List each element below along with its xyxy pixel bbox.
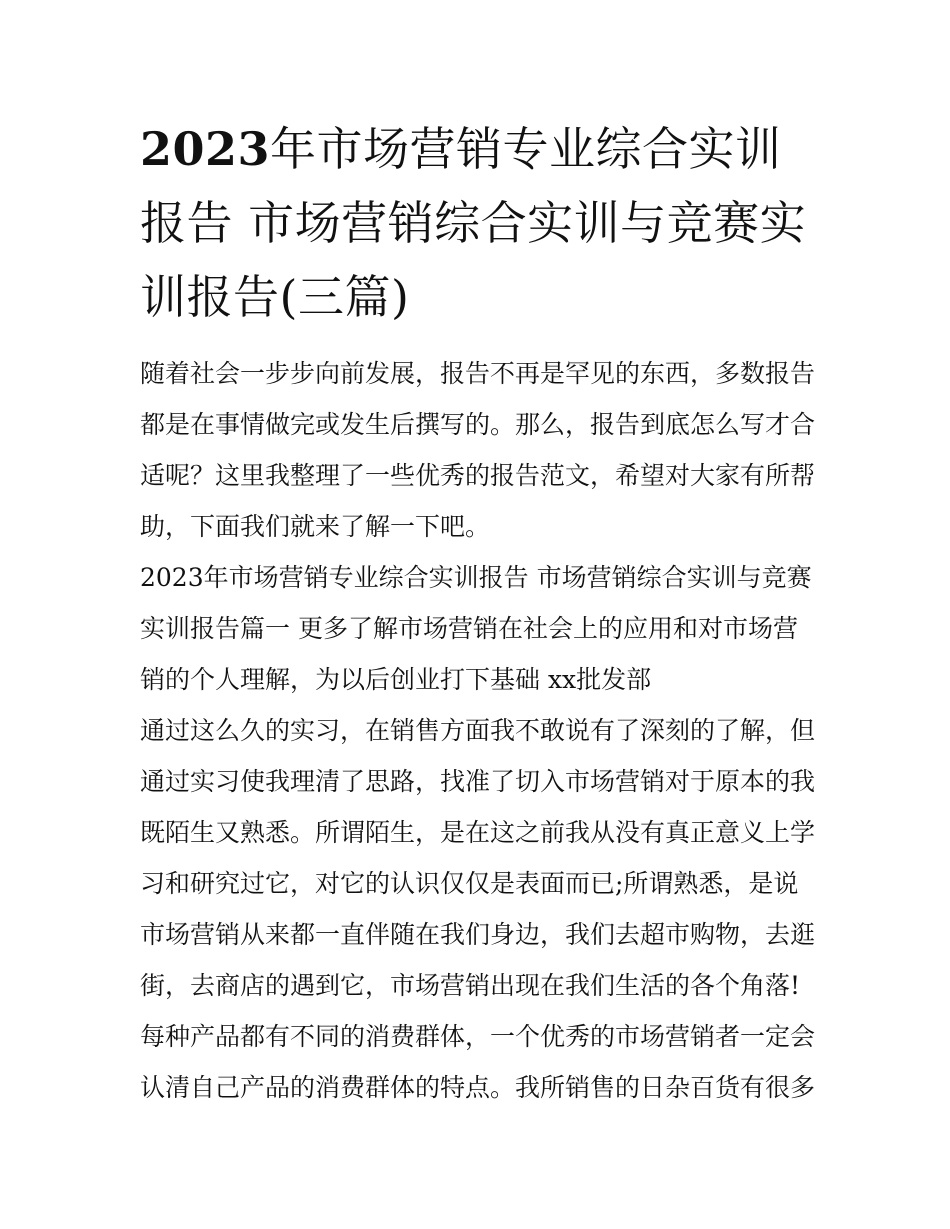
- section-heading-paragraph: 2023年市场营销专业综合实训报告 市场营销综合实训与竞赛实训报告篇一 更多了解市场营销在社会上的应用和对市场营销的个人理解，为以后创业打下基础 xx批发部: [140, 563, 812, 694]
- body-paragraph: 通过这么久的实习，在销售方面我不敢说有了深刻的了解，但通过实习使我理清了思路，找准了切入市场营销对于原本的我既陌生又熟悉。所谓陌生，是在这之前我从没有真正意义上学习和研究过它，对它的认识仅仅是表面而已;所谓熟悉，是说市场营销从来都一直伴随在我们身边，我们去超市购物，去逛街，去商店的遇到它，市场营销出现在我们生活的各个角落!每种产品都有不同的消费群体，一个优秀的市场营销者一定会认清自己产品的消费群体的特点。我所销售的日杂百货有很多: [140, 716, 816, 1102]
- intro-paragraph: 随着社会一步步向前发展，报告不再是罕见的东西，多数报告都是在事情做完或发生后撰写的。那么，报告到底怎么写才合适呢？这里我整理了一些优秀的报告范文，希望对大家有所帮助，下面我们就来了解一下吧。: [140, 359, 816, 541]
- document-page: [140, 112, 815, 1113]
- title-year: 2023: [140, 122, 271, 176]
- document-title: [140, 112, 815, 334]
- title-text: 年市场营销专业综合实训报告 市场营销综合实训与竞赛实训报告(三篇): [140, 122, 807, 324]
